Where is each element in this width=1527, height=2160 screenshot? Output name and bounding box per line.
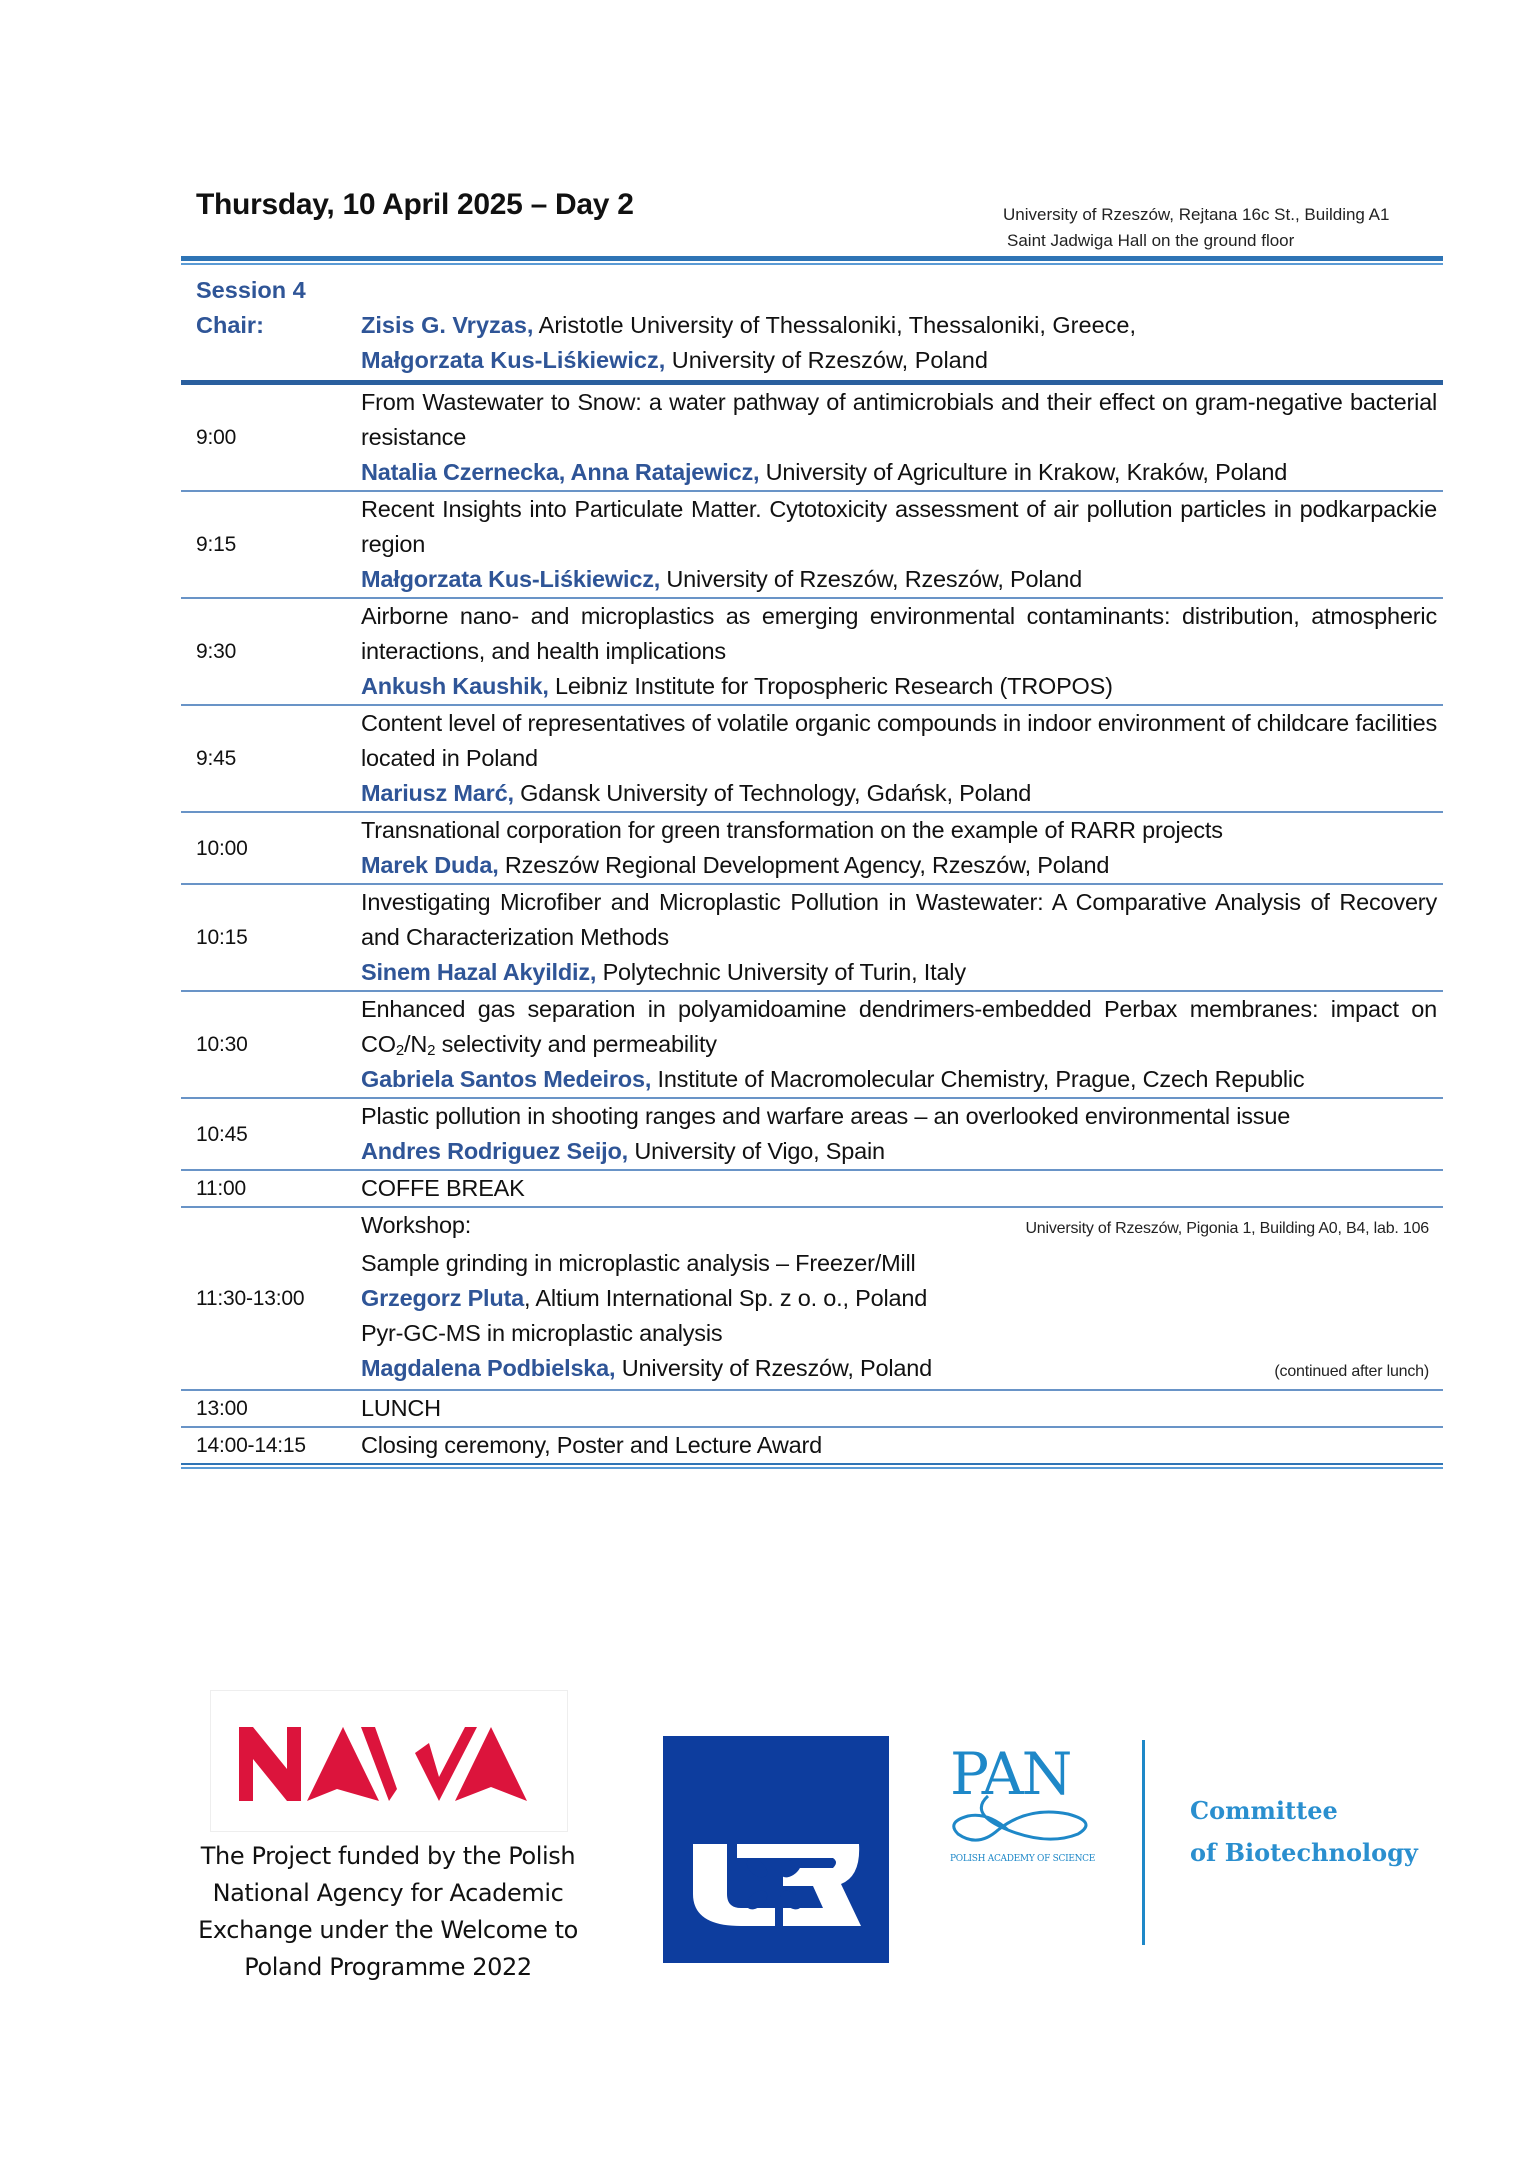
talk-time: 9:15 — [196, 533, 237, 556]
pan-logo — [944, 1740, 1104, 1880]
talk-speakers: Natalia Czernecka, Anna Ratajewicz, — [361, 459, 760, 485]
infinity-swirl-icon — [948, 1794, 1098, 1854]
row-divider — [181, 1097, 1443, 1099]
talk-affiliation: Institute of Macromolecular Chemistry, Prague, Czech Republic — [651, 1066, 1305, 1092]
break-time: 11:00 — [196, 1177, 246, 1200]
talk-title: Recent Insights into Particulate Matter. Cytotoxicity assessment of air pollution particles in podkarpackie region — [361, 496, 1437, 557]
workshop-affiliation: University of Rzeszów, Poland — [615, 1355, 932, 1381]
workshop-venue: University of Rzeszów, Pigonia 1, Building A0, B4, lab. 106 — [1025, 1220, 1429, 1237]
workshop-item-title: Pyr-GC-MS in microplastic analysis — [361, 1320, 723, 1346]
talk-affiliation: Polytechnic University of Turin, Italy — [596, 959, 966, 985]
pan-letters: PAN — [950, 1740, 1071, 1808]
session-label: Session 4 — [196, 277, 306, 303]
talk-affiliation: University of Rzeszów, Rzeszów, Poland — [660, 566, 1082, 592]
workshop-label: Workshop: — [361, 1212, 472, 1238]
nawa-logo-icon — [239, 1727, 539, 1803]
page-title: Thursday, 10 April 2025 – Day 2 — [196, 188, 634, 221]
talk-title: Plastic pollution in shooting ranges and warfare areas – an overlooked environmental issue — [361, 1103, 1291, 1129]
talk-row — [181, 992, 1443, 1097]
talk-speakers: Mariusz Marć, — [361, 780, 514, 806]
talk-title: Airborne nano- and microplastics as emerging environmental contaminants: distribution, atmospheric interactions, and health implications — [361, 603, 1437, 664]
talk-affiliation: Rzeszów Regional Development Agency, Rzeszów, Poland — [498, 852, 1110, 878]
row-divider — [181, 597, 1443, 599]
talk-time: 10:00 — [196, 836, 248, 860]
row-divider — [181, 811, 1443, 813]
talk-time: 9:00 — [196, 426, 237, 449]
lunch-time: 13:00 — [196, 1397, 248, 1420]
table-top-rule — [181, 256, 1443, 269]
chair-affiliation: University of Rzeszów, Poland — [665, 347, 988, 373]
workshop-note: (continued after lunch) — [1274, 1363, 1429, 1380]
row-divider — [181, 883, 1443, 885]
venue-line-1: University of Rzeszów, Rejtana 16c St., Building A1 — [1003, 205, 1390, 224]
table-bottom-rule — [181, 1463, 1443, 1472]
row-divider — [181, 1169, 1443, 1171]
talk-time: 10:30 — [196, 1033, 248, 1056]
chair-name: Małgorzata Kus-Liśkiewicz, — [361, 347, 666, 373]
talk-time: 10:15 — [196, 926, 248, 949]
talk-speakers: Ankush Kaushik, — [361, 673, 549, 699]
workshop-row — [181, 1208, 1443, 1389]
break-label: COFFE BREAK — [361, 1175, 525, 1201]
session-header — [181, 269, 1443, 380]
chair-label: Chair: — [196, 312, 264, 338]
talk-time: 10:45 — [196, 1122, 248, 1146]
closing-label: Closing ceremony, Poster and Lecture Award — [361, 1432, 822, 1458]
closing-row — [181, 1428, 1443, 1463]
talk-row — [181, 385, 1443, 490]
talk-title: Enhanced gas separation in polyamidoamine dendrimers-embedded Perbax membranes: impact on $CO_2/N_2$ selectivity and permeability — [361, 996, 1437, 1059]
talk-row — [181, 492, 1443, 597]
talk-speakers: Gabriela Santos Medeiros, — [361, 1066, 652, 1092]
workshop-speaker: Grzegorz Pluta — [361, 1285, 525, 1311]
funding-caption: The Project funded by the Polish National Agency for Academic Exchange under the Welcome to Poland Programme 2022 — [198, 1842, 578, 1981]
ur-logo-icon — [663, 1736, 889, 1963]
talk-row — [181, 1099, 1443, 1169]
lunch-row — [181, 1391, 1443, 1426]
talk-speakers: Małgorzata Kus-Liśkiewicz, — [361, 566, 661, 592]
committee-line-2: of Biotechnology — [1190, 1838, 1418, 1867]
talk-title: Transnational corporation for green transformation on the example of RARR projects — [361, 817, 1223, 843]
coffee-break-row — [181, 1171, 1443, 1206]
talk-speakers: Andres Rodriguez Seijo, — [361, 1138, 628, 1164]
pan-subtitle: POLISH ACADEMY OF SCIENCE — [950, 1854, 1096, 1864]
workshop-item-title: Sample grinding in microplastic analysis – Freezer/Mill — [361, 1250, 916, 1276]
talk-title: Investigating Microfiber and Microplastic Pollution in Wastewater: A Comparative Analysis of Recovery and Characterization Methods — [361, 889, 1437, 950]
workshop-time: 11:30-13:00 — [196, 1287, 305, 1310]
talk-affiliation: University of Agriculture in Krakow, Kraków, Poland — [759, 459, 1288, 485]
row-divider — [181, 1426, 1443, 1428]
talk-row — [181, 885, 1443, 990]
talk-row — [181, 813, 1443, 883]
lunch-label: LUNCH — [361, 1395, 441, 1421]
venue-line-2: Saint Jadwiga Hall on the ground floor — [1007, 231, 1295, 250]
committee-of-biotechnology — [1190, 1790, 1418, 1874]
row-divider — [181, 1206, 1443, 1208]
nawa-logo — [210, 1690, 568, 1832]
row-divider — [181, 704, 1443, 706]
talk-affiliation: Leibniz Institute for Tropospheric Research (TROPOS) — [548, 673, 1113, 699]
talk-affiliation: University of Vigo, Spain — [628, 1138, 885, 1164]
workshop-speaker: Magdalena Podbielska, — [361, 1355, 616, 1381]
talk-row — [181, 599, 1443, 704]
logo-divider — [1142, 1740, 1145, 1945]
row-divider — [181, 990, 1443, 992]
talk-title: Content level of representatives of volatile organic compounds in indoor environment of childcare facilities located in Poland — [361, 710, 1437, 771]
talk-speakers: Sinem Hazal Akyildiz, — [361, 959, 597, 985]
chair-affiliation: Aristotle University of Thessaloniki, Thessaloniki, Greece, — [533, 312, 1136, 338]
talk-time: 9:30 — [196, 640, 237, 663]
chair-name: Zisis G. Vryzas, — [361, 312, 534, 338]
schedule-table — [181, 256, 1443, 1472]
university-of-rzeszow-logo — [663, 1736, 889, 1963]
talk-time: 9:45 — [196, 747, 237, 770]
venue-info — [1003, 202, 1389, 254]
talk-title: From Wastewater to Snow: a water pathway of antimicrobials and their effect on gram-negative bacterial resistance — [361, 389, 1437, 450]
row-divider — [181, 490, 1443, 492]
row-divider — [181, 1389, 1443, 1391]
talk-affiliation: Gdansk University of Technology, Gdańsk, Poland — [513, 780, 1032, 806]
closing-time: 14:00-14:15 — [196, 1434, 306, 1457]
talk-speakers: Marek Duda, — [361, 852, 499, 878]
workshop-affiliation: , Altium International Sp. z o. o., Poland — [524, 1285, 928, 1311]
committee-line-1: Committee — [1190, 1796, 1338, 1825]
sponsor-footer — [0, 1680, 1527, 2000]
talk-row — [181, 706, 1443, 811]
